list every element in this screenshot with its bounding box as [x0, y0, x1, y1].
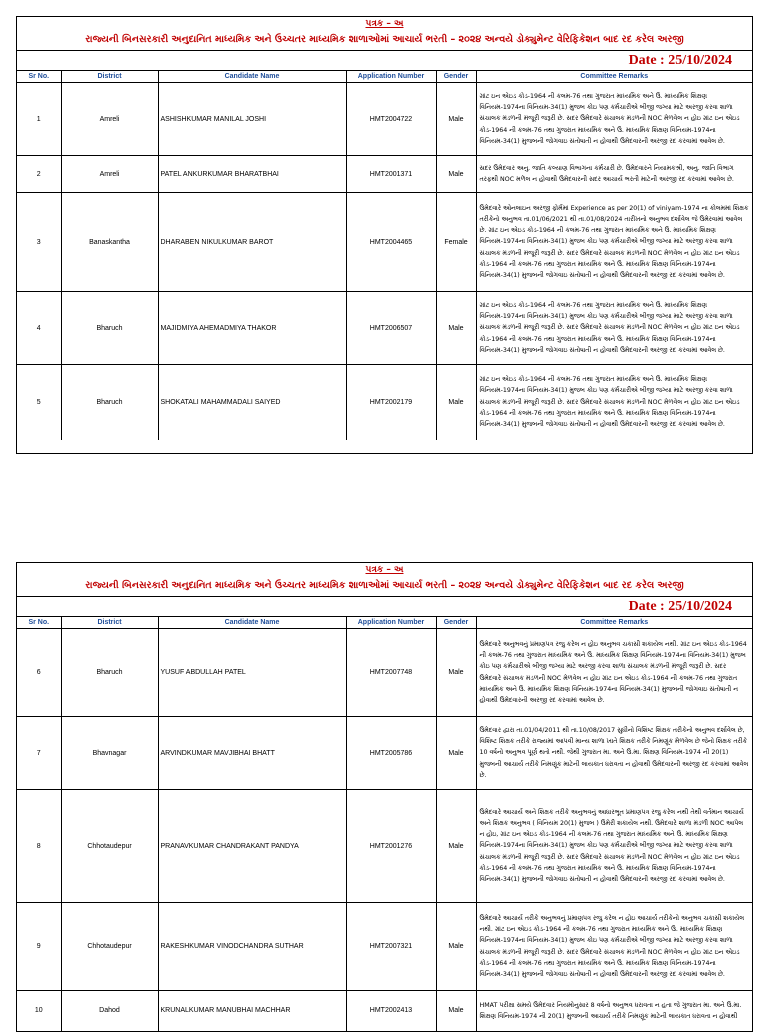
committee-remarks-header: Committee Remarks	[476, 617, 752, 629]
committee-remarks-cell: સદર ઉમેદવાર અનુ. જાતિ કલ્યાણ વિભાગના કર્મચારી છે. ઉમેદવારને નિયામકશ્રી, અનુ. જાતિ વિભાગ તરફથી NOC મળેલ ન હોવાથી ઉમેદવારની સદર આચાર્ય ભરતી માટેની અરજી રદ કરવામાં આવેલ છે.	[476, 156, 752, 193]
sr-no-cell: 1	[17, 83, 61, 156]
form-title: પત્રક – અ	[365, 19, 404, 29]
gender-cell: Male	[436, 156, 476, 193]
candidate-name-cell: DHARABEN NIKULKUMAR BAROT	[158, 193, 346, 292]
table-row	[17, 717, 752, 790]
table-row	[17, 629, 752, 717]
committee-remarks-cell: ઉમેદવારે અનુભવનું પ્રમાણપત્ર રજુ કરેલ ન હોઇ અનુભવ ચકાસી શકાયેલ નથી. ગ્રાંટ ઇન એઇડ કોડ-1964 ની કલમ-76 તથા ગુજરાત માધ્યમિક અને ઉ. માધ્યમિક શિક્ષણ વિનિયમ-1974ના વિનિયમ-34(1) મુજબ કોઇ પણ કર્મચારીએ બીજી જગ્યા માટે અરજી કરવા શાળા સંચાલક મંડળની મંજૂરી જરૂરી છે. સદર ઉમેદવારે સંચાલક મંડળની NOC મેળવેલ ન હોઇ ગ્રાંટ ઇન એઇડ કોડ-1964 ની કલમ-76 તથા ગુજરાત માધ્યમિક અને ઉ. માધ્યમિક શિક્ષણ વિનિયમ-1974ના વિનિયમ-34(1) મુજબની જોગવાઇ સંતોષાતી ન હોવાથી ઉમેદવારની અરજી રદ કરવામાં આવેલ છે.	[476, 629, 752, 717]
committee-remarks-cell: ઉમેદવાર દ્વારા તા.01/04/2011 થી તા.10/08/2017 સુધીનો વિશિષ્ટ શિક્ષક તરીકેનો અનુભવ દર્શાવેલ છે, વિશિષ્ટ શિક્ષક તરીકે રાજ્યમાં આપવી માન્ય શાળા ખાતે શિક્ષક તરીકે નિમણૂંક મેળવેલ છે જેનો શિક્ષક તરીકે 10 વર્ષનો અનુભવ પૂર્ણ થતો નથી. જેથી ગુજરાત મા. અને ઉ.મા. શિક્ષણ વિનિયમ-1974 ની 20(1) મુજબની આચાર્ય તરીકે નિમણૂંક માટેની લાયકાત ધરાવતા ન હોવાથી ઉમેદવારની અરજી રદ કરવામાં આવેલ છે.	[476, 717, 752, 790]
table-row	[17, 365, 752, 440]
application-number-header: Application Number	[346, 71, 436, 83]
gender-cell: Male	[436, 991, 476, 1031]
date-label: Date : 25/10/2024	[17, 597, 752, 617]
rejected-applications-table	[17, 71, 752, 440]
table-row	[17, 156, 752, 193]
application-number-cell: HMT2001371	[346, 156, 436, 193]
gender-cell: Male	[436, 83, 476, 156]
candidate-name-cell: SHOKATALI MAHAMMADALI SAIYED	[158, 365, 346, 440]
committee-remarks-header: Committee Remarks	[476, 71, 752, 83]
table-row	[17, 292, 752, 365]
page-section-1	[16, 16, 753, 454]
application-number-cell: HMT2007748	[346, 629, 436, 717]
gender-cell: Female	[436, 193, 476, 292]
sr-no-cell: 6	[17, 629, 61, 717]
district-cell: Bharuch	[61, 365, 158, 440]
application-number-cell: HMT2004722	[346, 83, 436, 156]
rejected-applications-table	[17, 617, 752, 1031]
application-number-cell: HMT2002179	[346, 365, 436, 440]
table-row	[17, 83, 752, 156]
table-header-row	[17, 617, 752, 629]
district-cell: Banaskantha	[61, 193, 158, 292]
sr-no-cell: 4	[17, 292, 61, 365]
district-cell: Bharuch	[61, 629, 158, 717]
sr-no-cell: 8	[17, 790, 61, 903]
sr-no-cell: 2	[17, 156, 61, 193]
district-cell: Dahod	[61, 991, 158, 1031]
district-cell: Chhotaudepur	[61, 903, 158, 991]
gender-cell: Male	[436, 903, 476, 991]
gender-cell: Male	[436, 365, 476, 440]
table-row	[17, 790, 752, 903]
table-header-row	[17, 71, 752, 83]
candidate-name-cell: RAKESHKUMAR VINODCHANDRA SUTHAR	[158, 903, 346, 991]
page-section-2	[16, 562, 753, 1032]
gender-cell: Male	[436, 717, 476, 790]
district-cell: Chhotaudepur	[61, 790, 158, 903]
document-subtitle: રાજ્યની બિનસરકારી અનુદાનિત માધ્યમિક અને ઉચ્ચતર માધ્યમિક શાળાઓમાં આચાર્ય ભરતી – ૨૦૨૪ અન્વયે ડોક્યુમેન્ટ વેરિફિકેશન બાદ રદ કરેલ અરજી	[17, 578, 752, 597]
sr-no-header: Sr No.	[17, 617, 61, 629]
committee-remarks-cell: ઉમેદવારે ઓનલાઇન અરજી ફોર્મમાં Experience as per 20(1) of viniyam-1974 ના કોલમમાં શિક્ષક તરીકેનો અનુભવ તા.01/06/2021 થી તા.01/08/2024 તારીખનો અનુભવ દર્શાવેલ જે ઉમેરવામાં આવેલ છે. ગ્રાંટ ઇન એઇડ કોડ-1964 ની કલમ-76 તથા ગુજરાત માધ્યમિક અને ઉ. માધ્યમિક શિક્ષણ વિનિયમ-1974ના વિનિયમ-34(1) મુજબ કોઇ પણ કર્મચારીએ બીજી જગ્યા માટે અરજી કરવા શાળા સંચાલક મંડળની મંજૂરી જરૂરી છે. સદર ઉમેદવારે સંચાલક મંડળની NOC મેળવેલ ન હોઇ ગ્રાંટ ઇન એઇડ કોડ-1964 ની કલમ-76 તથા ગુજરાત માધ્યમિક અને ઉ. માધ્યમિક શિક્ષણ વિનિયમ-1974ના વિનિયમ-34(1) મુજબની જોગવાઇ સંતોષાતી ન હોવાથી ઉમેદવારની અરજી રદ કરવામાં આવેલ છે.	[476, 193, 752, 292]
application-number-cell: HMT2005786	[346, 717, 436, 790]
district-cell: Bharuch	[61, 292, 158, 365]
table-row	[17, 991, 752, 1031]
application-number-cell: HMT2006507	[346, 292, 436, 365]
candidate-name-header: Candidate Name	[158, 617, 346, 629]
candidate-name-cell: KRUNALKUMAR MANUBHAI MACHHAR	[158, 991, 346, 1031]
district-cell: Bhavnagar	[61, 717, 158, 790]
candidate-name-cell: YUSUF ABDULLAH PATEL	[158, 629, 346, 717]
candidate-name-cell: ASHISHKUMAR MANILAL JOSHI	[158, 83, 346, 156]
candidate-name-cell: ARVINDKUMAR MAVJIBHAI BHATT	[158, 717, 346, 790]
committee-remarks-cell: ગ્રાંટ ઇન એઇડ કોડ-1964 ની કલમ-76 તથા ગુજરાત માધ્યમિક અને ઉ. માધ્યમિક શિક્ષણ વિનિયમ-1974ના વિનિયમ-34(1) મુજબ કોઇ પણ કર્મચારીએ બીજી જગ્યા માટે અરજી કરવા શાળા સંચાલક મંડળની મંજૂરી જરૂરી છે. સદર ઉમેદવારે સંચાલક મંડળની NOC મેળવેલ ન હોઇ ગ્રાંટ ઇન એઇડ કોડ-1964 ની કલમ-76 તથા ગુજરાત માધ્યમિક અને ઉ. માધ્યમિક શિક્ષણ વિનિયમ-1974ના વિનિયમ-34(1) મુજબની જોગવાઇ સંતોષાતી ન હોવાથી ઉમેદવારની અરજી રદ કરવામાં આવેલ છે.	[476, 83, 752, 156]
gender-cell: Male	[436, 292, 476, 365]
gender-header: Gender	[436, 617, 476, 629]
district-cell: Amreli	[61, 156, 158, 193]
candidate-name-cell: PATEL ANKURKUMAR BHARATBHAI	[158, 156, 346, 193]
committee-remarks-cell: ઉમેદવારે આચાર્ય અને શિક્ષક તરીકે અનુભવનું આધારભૂત પ્રમાણપત્ર રજુ કરેલ નથી તેથી વર્તમાન આચાર્ય અને શિક્ષક અનુભવ ( વિનિયમ 20(1) મુજબ ) ઉમેરી શકાયેલ નથી. ઉમેદવારે શાળા મંડળી NOC આપેલ ન હોઇ, ગ્રાંટ ઇન એઇડ કોડ-1964 ની કલમ-76 તથા ગુજરાત માધ્યમિક અને ઉ. માધ્યમિક શિક્ષણ વિનિયમ-1974ના વિનિયમ-34(1) મુજબ કોઇ પણ કર્મચારીએ બીજી જગ્યા માટે અરજી કરવા શાળા સંચાલક મંડળની મંજૂરી જરૂરી છે. સદર ઉમેદવારે સંચાલક મંડળની NOC મેળવેલ ન હોઇ ગ્રાંટ ઇન એઇડ કોડ-1964 ની કલમ-76 તથા ગુજરાત માધ્યમિક અને ઉ. માધ્યમિક શિક્ષણ વિનિયમ-1974ના વિનિયમ-34(1) મુજબની જોગવાઇ સંતોષાતી ન હોવાથી ઉમેદવારની અરજી રદ કરવામાં આવેલ છે.	[476, 790, 752, 903]
application-number-header: Application Number	[346, 617, 436, 629]
gender-cell: Male	[436, 790, 476, 903]
sr-no-cell: 3	[17, 193, 61, 292]
form-title: પત્રક – અ	[365, 565, 404, 575]
application-number-cell: HMT2002413	[346, 991, 436, 1031]
candidate-name-header: Candidate Name	[158, 71, 346, 83]
table-row	[17, 193, 752, 292]
committee-remarks-cell: HMAT પરીક્ષા સમયે ઉમેદવાર નિયમોનુસાર 8 વર્ષનો અનુભવ ધરાવતા ન હતા જે ગુજરાત મા. અને ઉ.મા. શિક્ષણ વિનિયમ-1974 ની 20(1) મુજબની આચાર્ય તરીકે નિમણૂંક માટેની લાયકાત ધરાવતા ન હોવાથી	[479, 1001, 742, 1020]
sr-no-cell: 5	[17, 365, 61, 440]
date-label: Date : 25/10/2024	[17, 51, 752, 71]
candidate-name-cell: PRANAVKUMAR CHANDRAKANT PANDYA	[158, 790, 346, 903]
sr-no-header: Sr No.	[17, 71, 61, 83]
district-header: District	[61, 617, 158, 629]
district-cell: Amreli	[61, 83, 158, 156]
committee-remarks-cell: ગ્રાંટ ઇન એઇડ કોડ-1964 ની કલમ-76 તથા ગુજરાત માધ્યમિક અને ઉ. માધ્યમિક શિક્ષણ વિનિયમ-1974ના વિનિયમ-34(1) મુજબ કોઇ પણ કર્મચારીએ બીજી જગ્યા માટે અરજી કરવા શાળા સંચાલક મંડળની મંજૂરી જરૂરી છે. સદર ઉમેદવારે સંચાલક મંડળની NOC મેળવેલ ન હોઇ ગ્રાંટ ઇન એઇડ કોડ-1964 ની કલમ-76 તથા ગુજરાત માધ્યમિક અને ઉ. માધ્યમિક શિક્ષણ વિનિયમ-1974ના વિનિયમ-34(1) મુજબની જોગવાઇ સંતોષાતી ન હોવાથી ઉમેદવારની અરજી રદ કરવામાં આવેલ છે.	[476, 292, 752, 365]
table-row	[17, 903, 752, 991]
application-number-cell: HMT2004465	[346, 193, 436, 292]
district-header: District	[61, 71, 158, 83]
committee-remarks-cell: ઉમેદવારે આચાર્ય તરીકે અનુભવનું પ્રમાણપત્ર રજુ કરેલ ન હોઇ આચાર્ય તરીકેનો અનુભવ ચકાસી શકાયેલ નથી. ગ્રાંટ ઇન એઇડ કોડ-1964 ની કલમ-76 તથા ગુજરાત માધ્યમિક અને ઉ. માધ્યમિક શિક્ષણ વિનિયમ-1974ના વિનિયમ-34(1) મુજબ કોઇ પણ કર્મચારીએ બીજી જગ્યા માટે અરજી કરવા શાળા સંચાલક મંડળની મંજૂરી જરૂરી છે. સદર ઉમેદવારે સંચાલક મંડળની NOC મેળવેલ ન હોઇ ગ્રાંટ ઇન એઇડ કોડ-1964 ની કલમ-76 તથા ગુજરાત માધ્યમિક અને ઉ. માધ્યમિક શિક્ષણ વિનિયમ-1974ના વિનિયમ-34(1) મુજબની જોગવાઇ સંતોષાતી ન હોવાથી ઉમેદવારની અરજી રદ કરવામાં આવેલ છે.	[476, 903, 752, 991]
sr-no-cell: 7	[17, 717, 61, 790]
candidate-name-cell: MAJIDMIYA AHEMADMIYA THAKOR	[158, 292, 346, 365]
sr-no-cell: 9	[17, 903, 61, 991]
gender-header: Gender	[436, 71, 476, 83]
application-number-cell: HMT2001276	[346, 790, 436, 903]
sr-no-cell: 10	[17, 991, 61, 1031]
committee-remarks-cell: ગ્રાંટ ઇન એઇડ કોડ-1964 ની કલમ-76 તથા ગુજરાત માધ્યમિક અને ઉ. માધ્યમિક શિક્ષણ વિનિયમ-1974ના વિનિયમ-34(1) મુજબ કોઇ પણ કર્મચારીએ બીજી જગ્યા માટે અરજી કરવા શાળા સંચાલક મંડળની મંજૂરી જરૂરી છે. સદર ઉમેદવારે સંચાલક મંડળની NOC મેળવેલ ન હોઇ ગ્રાંટ ઇન એઇડ કોડ-1964 ની કલમ-76 તથા ગુજરાત માધ્યમિક અને ઉ. માધ્યમિક શિક્ષણ વિનિયમ-1974ના વિનિયમ-34(1) મુજબની જોગવાઇ સંતોષાતી ન હોવાથી ઉમેદવારની અરજી રદ કરવામાં આવેલ છે.	[479, 376, 740, 429]
gender-cell: Male	[436, 629, 476, 717]
application-number-cell: HMT2007321	[346, 903, 436, 991]
document-subtitle: રાજ્યની બિનસરકારી અનુદાનિત માધ્યમિક અને ઉચ્ચતર માધ્યમિક શાળાઓમાં આચાર્ય ભરતી – ૨૦૨૪ અન્વયે ડોક્યુમેન્ટ વેરિફિકેશન બાદ રદ કરેલ અરજી	[17, 32, 752, 51]
